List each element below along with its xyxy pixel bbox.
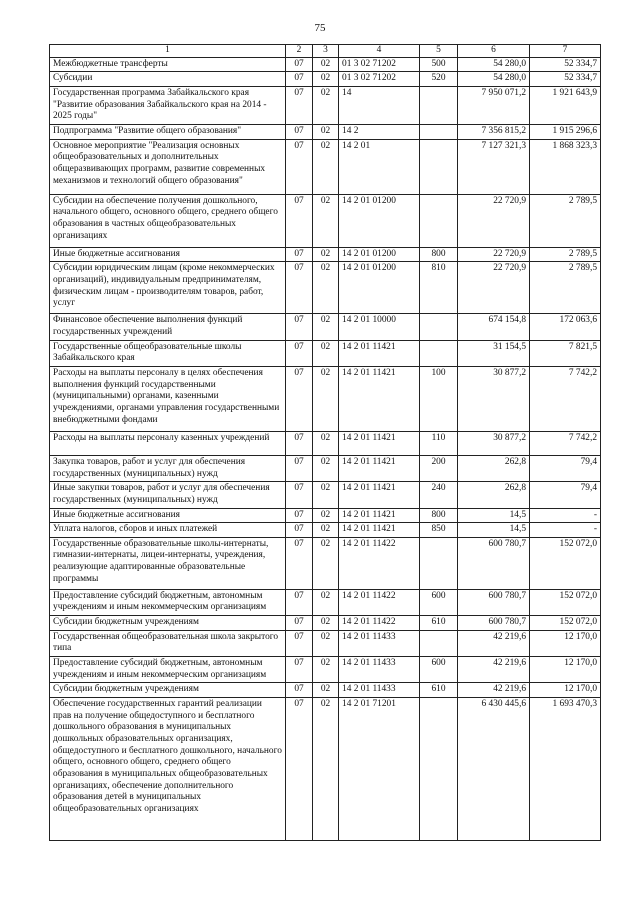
amount-cell: 12 170,0 xyxy=(530,683,601,698)
subsection-code-cell: 02 xyxy=(313,589,339,615)
amount-cell: 14,5 xyxy=(458,508,530,523)
target-article-cell: 14 2 01 11421 xyxy=(339,366,420,431)
table-row xyxy=(50,139,601,194)
amount-cell: 12 170,0 xyxy=(530,657,601,683)
expense-type-cell xyxy=(420,139,458,194)
expense-type-cell xyxy=(420,86,458,124)
table-row xyxy=(50,482,601,508)
amount-cell: 600 780,7 xyxy=(458,589,530,615)
amount-cell: 7 950 071,2 xyxy=(458,86,530,124)
row-name-cell: Обеспечение государственных гарантий реализации прав на получение общедоступного и бесплатного дошкольного образования в муниципальных дошкольных образовательных организациях, общедоступного и бесплатного дошкольного, начального общего, основного общего, среднего общего образования в муниципальных общеобразовательных организациях, обеспечение дополнительного образования детей в муниципальных общеобразовательных организациях xyxy=(50,698,286,841)
row-name-cell: Расходы на выплаты персоналу в целях обеспечения выполнения функций государственными (муниципальными) органами, казенными учреждениями, органами управления государственными внебюджетными фондами xyxy=(50,366,286,431)
amount-cell: 6 430 445,6 xyxy=(458,698,530,841)
expense-type-cell: 810 xyxy=(420,262,458,314)
subsection-code-cell: 02 xyxy=(313,683,339,698)
amount-cell: 262,8 xyxy=(458,455,530,481)
expense-type-cell: 600 xyxy=(420,657,458,683)
subsection-code-cell: 02 xyxy=(313,139,339,194)
table-row xyxy=(50,616,601,631)
column-header: 4 xyxy=(339,45,420,58)
subsection-code-cell: 02 xyxy=(313,314,339,340)
amount-cell: 42 219,6 xyxy=(458,630,530,656)
amount-cell: 12 170,0 xyxy=(530,630,601,656)
table-row xyxy=(50,124,601,139)
expense-type-cell xyxy=(420,194,458,247)
column-header: 2 xyxy=(286,45,313,58)
amount-cell: 262,8 xyxy=(458,482,530,508)
amount-cell: 54 280,0 xyxy=(458,57,530,72)
amount-cell: 7 127 321,3 xyxy=(458,139,530,194)
table-row xyxy=(50,262,601,314)
amount-cell: 30 877,2 xyxy=(458,431,530,455)
subsection-code-cell: 02 xyxy=(313,247,339,262)
table-row xyxy=(50,589,601,615)
amount-cell: 31 154,5 xyxy=(458,340,530,366)
subsection-code-cell: 02 xyxy=(313,57,339,72)
expense-type-cell: 500 xyxy=(420,57,458,72)
expense-type-cell: 610 xyxy=(420,616,458,631)
section-code-cell: 07 xyxy=(286,72,313,87)
subsection-code-cell: 02 xyxy=(313,262,339,314)
amount-cell: 2 789,5 xyxy=(530,194,601,247)
section-code-cell: 07 xyxy=(286,616,313,631)
amount-cell: 2 789,5 xyxy=(530,247,601,262)
subsection-code-cell: 02 xyxy=(313,366,339,431)
amount-cell: 54 280,0 xyxy=(458,72,530,87)
target-article-cell: 14 2 01 11422 xyxy=(339,537,420,589)
row-name-cell: Предоставление субсидий бюджетным, автономным учреждениям и иным некоммерческим организациям xyxy=(50,657,286,683)
section-code-cell: 07 xyxy=(286,683,313,698)
subsection-code-cell: 02 xyxy=(313,431,339,455)
amount-cell: 52 334,7 xyxy=(530,72,601,87)
section-code-cell: 07 xyxy=(286,508,313,523)
table-row xyxy=(50,72,601,87)
section-code-cell: 07 xyxy=(286,247,313,262)
row-name-cell: Субсидии юридическим лицам (кроме некоммерческих организаций), индивидуальным предпринимателям, физическим лицам - производителям товаров, работ, услуг xyxy=(50,262,286,314)
table-row xyxy=(50,194,601,247)
amount-cell: 674 154,8 xyxy=(458,314,530,340)
amount-cell: 152 072,0 xyxy=(530,616,601,631)
table-body xyxy=(50,57,601,840)
amount-cell: 22 720,9 xyxy=(458,262,530,314)
amount-cell: 7 742,2 xyxy=(530,431,601,455)
amount-cell: 30 877,2 xyxy=(458,366,530,431)
table-row xyxy=(50,657,601,683)
row-name-cell: Расходы на выплаты персоналу казенных учреждений xyxy=(50,431,286,455)
amount-cell: 14,5 xyxy=(458,523,530,538)
expense-type-cell: 850 xyxy=(420,523,458,538)
section-code-cell: 07 xyxy=(286,194,313,247)
subsection-code-cell: 02 xyxy=(313,508,339,523)
section-code-cell: 07 xyxy=(286,124,313,139)
amount-cell: 79,4 xyxy=(530,482,601,508)
row-name-cell: Государственные образовательные школы-интернаты, гимназии-интернаты, лицеи-интернаты, учреждения, реализующие адаптированные образовательные программы xyxy=(50,537,286,589)
target-article-cell: 01 3 02 71202 xyxy=(339,57,420,72)
amount-cell: 7 821,5 xyxy=(530,340,601,366)
section-code-cell: 07 xyxy=(286,698,313,841)
amount-cell: 1 921 643,9 xyxy=(530,86,601,124)
amount-cell: 42 219,6 xyxy=(458,657,530,683)
amount-cell: 7 742,2 xyxy=(530,366,601,431)
section-code-cell: 07 xyxy=(286,57,313,72)
amount-cell: 1 868 323,3 xyxy=(530,139,601,194)
table-row xyxy=(50,683,601,698)
row-name-cell: Подпрограмма "Развитие общего образования" xyxy=(50,124,286,139)
section-code-cell: 07 xyxy=(286,455,313,481)
target-article-cell: 14 2 01 11421 xyxy=(339,340,420,366)
row-name-cell: Основное мероприятие "Реализация основных общеобразовательных и дополнительных общеразвивающих программ, развитие современных механизмов и технологий общего образования" xyxy=(50,139,286,194)
row-name-cell: Государственная общеобразовательная школа закрытого типа xyxy=(50,630,286,656)
budget-table xyxy=(49,44,601,841)
expense-type-cell: 240 xyxy=(420,482,458,508)
expense-type-cell xyxy=(420,314,458,340)
subsection-code-cell: 02 xyxy=(313,523,339,538)
target-article-cell: 14 2 01 11433 xyxy=(339,630,420,656)
section-code-cell: 07 xyxy=(286,262,313,314)
page-number: 75 xyxy=(314,22,326,34)
subsection-code-cell: 02 xyxy=(313,482,339,508)
section-code-cell: 07 xyxy=(286,366,313,431)
row-name-cell: Субсидии бюджетным учреждениям xyxy=(50,683,286,698)
target-article-cell: 14 2 01 11422 xyxy=(339,589,420,615)
amount-cell: 172 063,6 xyxy=(530,314,601,340)
table-row xyxy=(50,431,601,455)
table-row xyxy=(50,247,601,262)
column-header: 1 xyxy=(50,45,286,58)
table-row xyxy=(50,366,601,431)
target-article-cell: 14 2 01 11433 xyxy=(339,657,420,683)
row-name-cell: Субсидии на обеспечение получения дошкольного, начального общего, основного общего, среднего общего образования в частных общеобразовательных организациях xyxy=(50,194,286,247)
subsection-code-cell: 02 xyxy=(313,86,339,124)
row-name-cell: Субсидии xyxy=(50,72,286,87)
table-row xyxy=(50,537,601,589)
target-article-cell: 14 2 xyxy=(339,124,420,139)
table-row xyxy=(50,508,601,523)
expense-type-cell: 800 xyxy=(420,508,458,523)
table-row xyxy=(50,314,601,340)
amount-cell: 1 915 296,6 xyxy=(530,124,601,139)
amount-cell: - xyxy=(530,523,601,538)
amount-cell: 79,4 xyxy=(530,455,601,481)
section-code-cell: 07 xyxy=(286,86,313,124)
amount-cell: 7 356 815,2 xyxy=(458,124,530,139)
amount-cell: 152 072,0 xyxy=(530,537,601,589)
column-header: 3 xyxy=(313,45,339,58)
subsection-code-cell: 02 xyxy=(313,455,339,481)
column-header: 6 xyxy=(458,45,530,58)
expense-type-cell xyxy=(420,340,458,366)
expense-type-cell: 800 xyxy=(420,247,458,262)
table-row xyxy=(50,630,601,656)
target-article-cell: 14 2 01 71201 xyxy=(339,698,420,841)
row-name-cell: Иные бюджетные ассигнования xyxy=(50,247,286,262)
row-name-cell: Государственная программа Забайкальского края "Развитие образования Забайкальского края на 2014 - 2025 годы" xyxy=(50,86,286,124)
subsection-code-cell: 02 xyxy=(313,616,339,631)
expense-type-cell xyxy=(420,630,458,656)
section-code-cell: 07 xyxy=(286,523,313,538)
target-article-cell: 14 2 01 xyxy=(339,139,420,194)
table-row xyxy=(50,455,601,481)
expense-type-cell xyxy=(420,698,458,841)
expense-type-cell xyxy=(420,537,458,589)
row-name-cell: Финансовое обеспечение выполнения функций государственных учреждений xyxy=(50,314,286,340)
expense-type-cell: 520 xyxy=(420,72,458,87)
column-number-row xyxy=(50,45,601,58)
expense-type-cell: 100 xyxy=(420,366,458,431)
row-name-cell: Иные закупки товаров, работ и услуг для обеспечения государственных (муниципальных) нужд xyxy=(50,482,286,508)
column-header: 7 xyxy=(530,45,601,58)
amount-cell: 600 780,7 xyxy=(458,616,530,631)
target-article-cell: 14 2 01 11433 xyxy=(339,683,420,698)
expense-type-cell: 610 xyxy=(420,683,458,698)
subsection-code-cell: 02 xyxy=(313,698,339,841)
target-article-cell: 14 2 01 11421 xyxy=(339,482,420,508)
target-article-cell: 14 2 01 11421 xyxy=(339,508,420,523)
amount-cell: - xyxy=(530,508,601,523)
amount-cell: 152 072,0 xyxy=(530,589,601,615)
row-name-cell: Иные бюджетные ассигнования xyxy=(50,508,286,523)
section-code-cell: 07 xyxy=(286,482,313,508)
subsection-code-cell: 02 xyxy=(313,630,339,656)
table-row xyxy=(50,698,601,841)
expense-type-cell xyxy=(420,124,458,139)
target-article-cell: 14 2 01 11421 xyxy=(339,455,420,481)
target-article-cell: 14 2 01 01200 xyxy=(339,194,420,247)
section-code-cell: 07 xyxy=(286,340,313,366)
amount-cell: 42 219,6 xyxy=(458,683,530,698)
table-row xyxy=(50,57,601,72)
section-code-cell: 07 xyxy=(286,630,313,656)
row-name-cell: Государственные общеобразовательные школы Забайкальского края xyxy=(50,340,286,366)
section-code-cell: 07 xyxy=(286,589,313,615)
target-article-cell: 14 2 01 11422 xyxy=(339,616,420,631)
amount-cell: 52 334,7 xyxy=(530,57,601,72)
subsection-code-cell: 02 xyxy=(313,194,339,247)
expense-type-cell: 110 xyxy=(420,431,458,455)
target-article-cell: 14 2 01 01200 xyxy=(339,262,420,314)
table-row xyxy=(50,523,601,538)
table-row xyxy=(50,340,601,366)
column-header: 5 xyxy=(420,45,458,58)
row-name-cell: Предоставление субсидий бюджетным, автономным учреждениям и иным некоммерческим организациям xyxy=(50,589,286,615)
amount-cell: 1 693 470,3 xyxy=(530,698,601,841)
row-name-cell: Субсидии бюджетным учреждениям xyxy=(50,616,286,631)
expense-type-cell: 200 xyxy=(420,455,458,481)
section-code-cell: 07 xyxy=(286,537,313,589)
target-article-cell: 14 2 01 11421 xyxy=(339,431,420,455)
subsection-code-cell: 02 xyxy=(313,537,339,589)
table-row xyxy=(50,86,601,124)
section-code-cell: 07 xyxy=(286,657,313,683)
subsection-code-cell: 02 xyxy=(313,124,339,139)
section-code-cell: 07 xyxy=(286,431,313,455)
target-article-cell: 14 2 01 10000 xyxy=(339,314,420,340)
amount-cell: 22 720,9 xyxy=(458,194,530,247)
row-name-cell: Уплата налогов, сборов и иных платежей xyxy=(50,523,286,538)
target-article-cell: 14 xyxy=(339,86,420,124)
target-article-cell: 14 2 01 11421 xyxy=(339,523,420,538)
subsection-code-cell: 02 xyxy=(313,657,339,683)
expense-type-cell: 600 xyxy=(420,589,458,615)
row-name-cell: Закупка товаров, работ и услуг для обеспечения государственных (муниципальных) нужд xyxy=(50,455,286,481)
amount-cell: 600 780,7 xyxy=(458,537,530,589)
amount-cell: 2 789,5 xyxy=(530,262,601,314)
row-name-cell: Межбюджетные трансферты xyxy=(50,57,286,72)
section-code-cell: 07 xyxy=(286,139,313,194)
target-article-cell: 14 2 01 01200 xyxy=(339,247,420,262)
subsection-code-cell: 02 xyxy=(313,72,339,87)
subsection-code-cell: 02 xyxy=(313,340,339,366)
target-article-cell: 01 3 02 71202 xyxy=(339,72,420,87)
section-code-cell: 07 xyxy=(286,314,313,340)
amount-cell: 22 720,9 xyxy=(458,247,530,262)
